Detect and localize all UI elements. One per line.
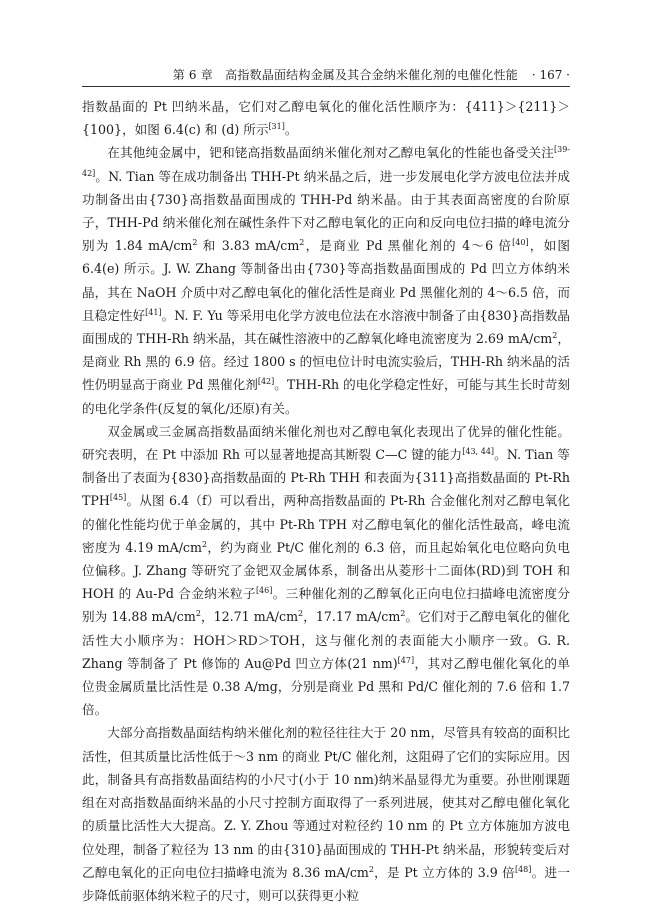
text-run: 。它们对于乙醇电氧化的催化活性大小顺序为：HOH＞RD＞TOH，这与催化剂的表面能大小顺序一致。G. R. Zhang 等制备了 Pt 修饰的 Au@Pd 凹立方体(21 nm)	[82, 609, 570, 671]
text-run: 和 3.83 mA/cm	[197, 238, 300, 254]
text-run: 指数晶面的 Pt 凹纳米晶，它们对乙醇电氧化的催化活性顺序为：{411}＞{211}＞{100}，如图 6.4(c) 和 (d) 所示	[82, 99, 570, 138]
superscript: 2	[201, 539, 208, 549]
paragraph	[82, 141, 570, 419]
text-run: 在其他纯金属中，钯和铑高指数晶面纳米催化剂对乙醇电氧化的性能也备受关注	[107, 145, 554, 161]
superscript: [43, 44]	[462, 447, 495, 457]
superscript: [46]	[255, 586, 273, 596]
text-run: ，约为商业 Pt/C 催化剂的 6.3 倍，而且起始氧化电位略向负电位偏移。J. Zhang 等研究了金钯双金属体系，制备出从菱形十二面体(RD)到 TOH 和 HOH 的 Au-Pd 合金纳米粒子	[82, 539, 570, 602]
body-text	[82, 95, 570, 907]
text-run: ，17.17 mA/cm	[303, 609, 401, 625]
text-run: ，是 Pt 立方体的 3.9 倍	[373, 864, 515, 880]
superscript: [47]	[397, 655, 415, 665]
paragraph	[82, 721, 570, 907]
superscript: 2	[368, 864, 374, 874]
running-title: 第 6 章 高指数晶面结构金属及其合金纳米催化剂的电催化性能	[172, 68, 518, 82]
superscript: 2	[195, 609, 201, 619]
superscript: [31]	[268, 122, 285, 132]
text-run: 。三种催化剂的乙醇氧化正向电位扫描峰电流密度分别为 14.88 mA/cm	[82, 586, 571, 625]
page-header	[82, 66, 570, 84]
superscript: [41]	[145, 307, 162, 317]
text-run: 。从图 6.4（f）可以看出，两种高指数晶面的 Pt-Rh 合金催化剂对乙醇电氧化的催化性能均优于单金属的，其中 Pt-Rh TPH 对乙醇电氧化的催化活性最高，峰电流密度为 4.19 mA/cm	[82, 493, 570, 555]
text-run: ，如图 6.4(e) 所示。J. W. Zhang 等制备出由{730}等高指数晶面围成的 Pd 凹立方体纳米晶，其在 NaOH 介质中对乙醇电氧化的催化活性是商业 Pd 黑催化剂的 4～6.5 倍，而且稳定性好	[82, 238, 571, 323]
paragraph	[82, 420, 570, 722]
superscript: [42]	[257, 377, 275, 387]
text-run: 。	[284, 122, 298, 138]
superscript: 2	[552, 331, 558, 341]
text-run: 。THH-Rh 的电化学稳定性好，可能与其生长时苛刻的电化学条件(反复的氧化/还原)有关。	[82, 377, 571, 416]
header-rule	[82, 86, 570, 87]
text-run: 双金属或三金属高指数晶面纳米催化剂也对乙醇电氧化表现出了优异的催化性能。研究表明，在 Pt 中添加 Rh 可以显著地提高其断裂 C—C 键的能力	[82, 423, 570, 463]
superscript: [39-42]	[82, 145, 570, 178]
text-run: 。N. F. Yu 等采用电化学方波电位法在水溶液中制备了由{830}高指数晶面围成的 THH-Rh 纳米晶，其在碱性溶液中的乙醇氧化峰电流密度为 2.69 mA/cm	[82, 307, 570, 347]
page-number: · 167 ·	[531, 68, 570, 82]
paragraph	[82, 95, 570, 141]
superscript: [40]	[512, 238, 529, 248]
text-run: ，其对乙醇电催化氧化的单位贵金属质量比活性是 0.38 A/mg，分别是商业 Pd 黑和 Pd/C 催化剂的 7.6 倍和 1.7 倍。	[82, 655, 570, 718]
text-run: ，12.71 mA/cm	[200, 609, 299, 625]
text-run: 。N. Tian 等制备出了表面为{830}高指数晶面的 Pt-Rh THH 和表面为{311}高指数晶面的 Pt-Rh TPH	[82, 447, 570, 509]
text-run: ，是商业 Rh 黑的 6.9 倍。经过 1800 s 的恒电位计时电流实验后，THH-Rh 纳米晶的活性仍明显高于商业 Pd 黑催化剂	[82, 331, 570, 393]
text-run: 。N. Tian 等在成功制备出 THH-Pt 纳米晶之后，进一步发展电化学方波电位法并成功制备出由{730}高指数晶面围成的 THH-Pd 纳米晶。由于其表面高密度的台阶原子，THH-Pd 纳米催化剂在碱性条件下对乙醇电氧化的正向和反向电位扫描的峰电流分别为 1.84 mA/cm	[82, 168, 570, 254]
text-run: 大部分高指数晶面结构纳米催化剂的粒径往往大于 20 nm，尽管具有较高的面积比活性，但其质量比活性低于～3 nm 的商业 Pt/C 催化剂，这阻碍了它们的实际应用。因此，制备具有高指数晶面结构的小尺寸(小于 10 nm)纳米晶显得尤为重要。孙世刚课题组在对高指数晶面纳米晶的小尺寸控制方面取得了一系列进展，使其对乙醇电催化氧化的质量比活性大大提高。Z. Y. Zhou 等通过对粒径约 10 nm 的 Pt 立方体施加方波电位处理，制备了粒径为 13 nm 的由{310}晶面围成的 THH-Pt 纳米晶，形貌转变后对乙醇电氧化的正向电位扫描峰电流为 8.36 mA/cm	[82, 725, 570, 880]
superscript: 2	[299, 238, 305, 248]
superscript: [45]	[109, 493, 127, 503]
text-run: ，是商业 Pd 黑催化剂的 4～6 倍	[304, 238, 513, 254]
superscript: 2	[192, 238, 198, 248]
text-run: 。进一步降低前驱体纳米粒子的尺寸，则可以获得更小粒	[82, 864, 571, 903]
superscript: [48]	[514, 864, 532, 874]
superscript: 2	[400, 609, 406, 619]
superscript: 2	[298, 609, 304, 619]
